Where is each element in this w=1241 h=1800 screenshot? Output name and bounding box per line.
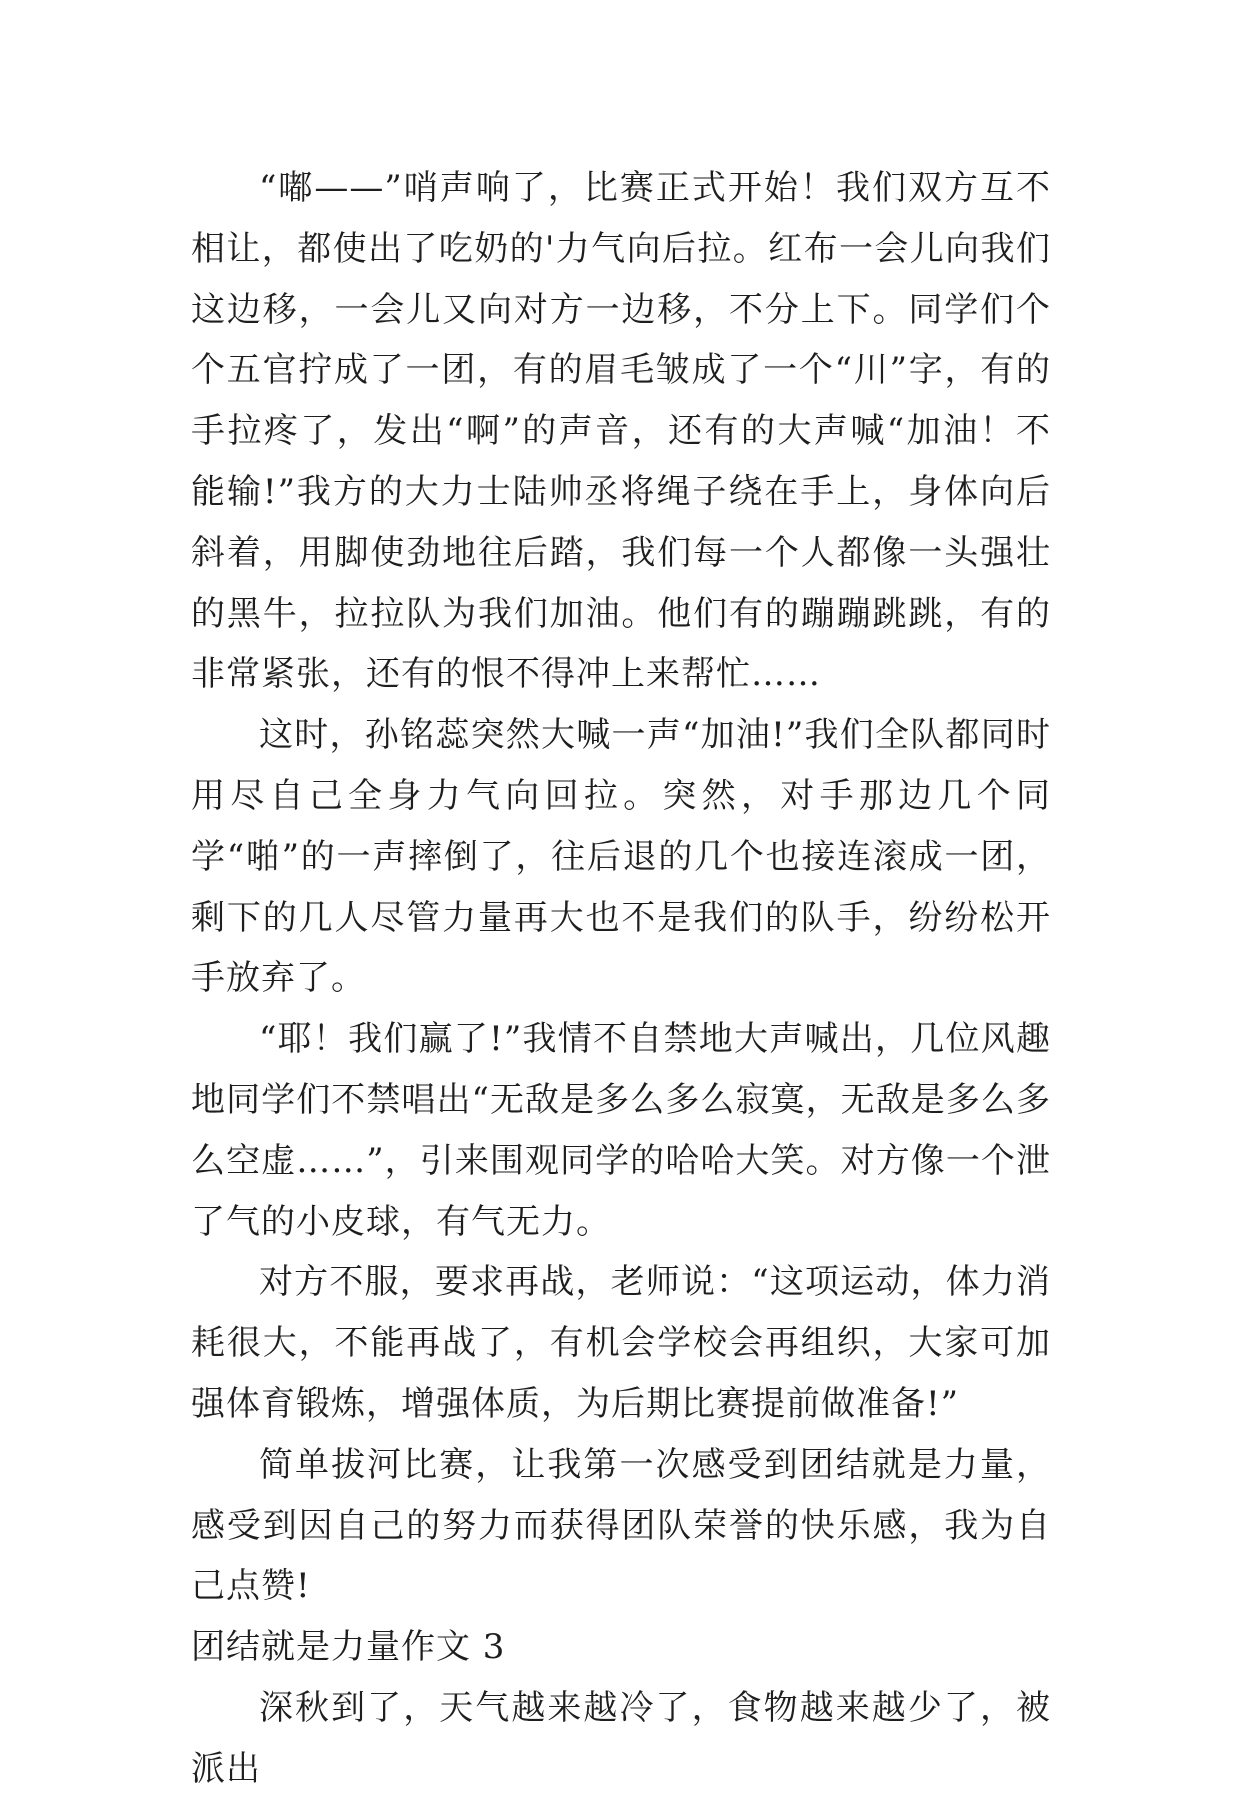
document-page [191,158,1051,1800]
paragraph-4: 对方不服，要求再战，老师说：“这项运动，体力消耗很大，不能再战了，有机会学校会再组织，大家可加强体育锻炼，增强体质，为后期比赛提前做准备!” [191,1262,1051,1424]
paragraph-3: “耶！我们赢了!”我情不自禁地大声喊出，几位风趣地同学们不禁唱出“无敌是多么多么寂寞，无敌是多么多么空虚……”，引来围观同学的哈哈大笑。对方像一个泄了气的小皮球，有气无力。 [191,1019,1051,1242]
paragraph-1: “嘟——”哨声响了，比赛正式开始！我们双方互不相让，都使出了吃奶的'力气向后拉。红布一会儿向我们这边移，一会儿又向对方一边移，不分上下。同学们个个五官拧成了一团，有的眉毛皱成了一个“川”字，有的手拉疼了，发出“啊”的声音，还有的大声喊“加油！不能输!”我方的大力士陆帅丞将绳子绕在手上，身体向后斜着，用脚使劲地往后踏，我们每一个人都像一头强壮的黑牛，拉拉队为我们加油。他们有的蹦蹦跳跳，有的非常紧张，还有的恨不得冲上来帮忙…… [191,168,1051,695]
paragraph-2: 这时，孙铭蕊突然大喊一声“加油!”我们全队都同时用尽自己全身力气向回拉。突然，对手那边几个同学“啪”的一声摔倒了，往后退的几个也接连滚成一团，剩下的几人尽管力量再大也不是我们的队手，纷纷松开手放弃了。 [191,715,1051,999]
paragraph-6: 深秋到了，天气越来越冷了，食物越来越少了，被派出 [191,1687,1051,1789]
section-heading: 团结就是力量作文 3 [191,1627,506,1668]
paragraph-5: 简单拔河比赛，让我第一次感受到团结就是力量，感受到因自己的努力而获得团队荣誉的快乐感，我为自己点赞! [191,1444,1051,1607]
